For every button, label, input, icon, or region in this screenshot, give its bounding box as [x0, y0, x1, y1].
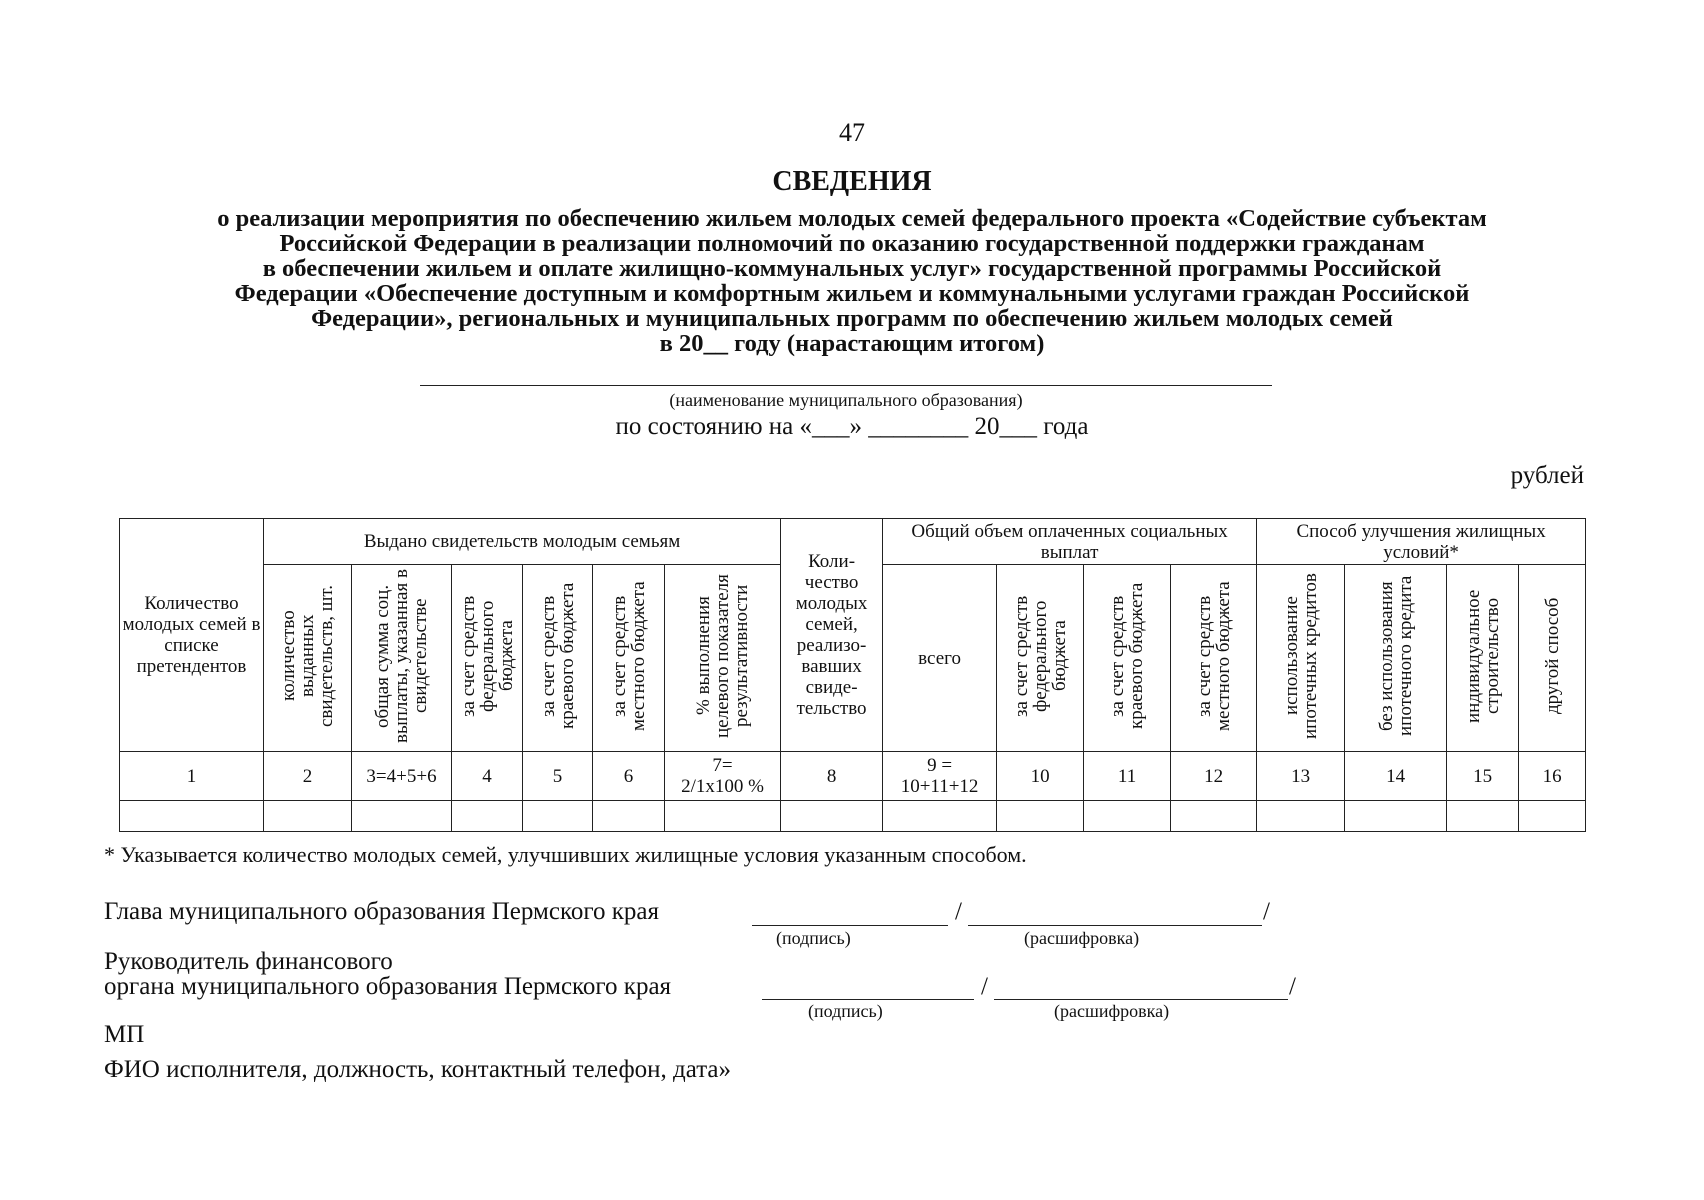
empty-cell[interactable]: [452, 801, 523, 832]
col-number: 15: [1447, 752, 1519, 801]
head-sign-caption: (подпись): [776, 928, 851, 948]
vertical-label: общая сумма соц. выплаты, указанная в свидетельстве: [372, 568, 431, 743]
header-paid-total: всего: [883, 565, 997, 752]
col-number: 11: [1084, 752, 1171, 801]
divider-slash: /: [1263, 898, 1270, 925]
col-number: 12: [1171, 752, 1257, 801]
subtitle-line: в 20__ году (нарастающим итогом): [659, 330, 1045, 357]
header-families-in-list: Количество молодых семей в списке претендентов: [120, 519, 264, 752]
divider-slash: /: [981, 973, 988, 1000]
vertical-label: за счет средств местного бюджета: [1193, 580, 1234, 731]
subtitle-line: Федерации «Обеспечение доступным и комфортным жильем и коммунальными услугами граждан Российской: [234, 280, 1470, 307]
executor-info: ФИО исполнителя, должность, контактный телефон, дата»: [104, 1056, 732, 1083]
vertical-label: без использования ипотечного кредита: [1375, 575, 1416, 736]
header-paid-regional: [1084, 565, 1171, 752]
subtitle-line: Федерации», региональных и муниципальных программ по обеспечению жильем молодых семей: [311, 305, 1393, 332]
empty-cell[interactable]: [883, 801, 997, 832]
empty-cell[interactable]: [264, 801, 352, 832]
header-total-payment: [352, 565, 452, 752]
empty-cell[interactable]: [1257, 801, 1345, 832]
header-method-other: [1519, 565, 1586, 752]
head-signature-line[interactable]: [752, 925, 948, 926]
units-label: рублей: [1510, 462, 1584, 489]
data-entry-row: [120, 801, 1586, 832]
footnote: * Указывается количество молодых семей, улучшивших жилищные условия указанным способом.: [104, 842, 1027, 867]
finance-decode-line[interactable]: [994, 999, 1288, 1000]
header-paid-local: [1171, 565, 1257, 752]
header-federal-budget: [452, 565, 523, 752]
vertical-label: другой способ: [1541, 597, 1563, 714]
document-subtitle: [90, 206, 1614, 356]
document-title: СВЕДЕНИЯ: [772, 166, 932, 197]
vertical-label: за счет средств федерального бюджета: [1010, 594, 1070, 717]
col-number: 6: [593, 752, 665, 801]
empty-cell[interactable]: [781, 801, 883, 832]
header-method-mortgage: [1257, 565, 1345, 752]
empty-cell[interactable]: [997, 801, 1084, 832]
subtitle-line: Российской Федерации в реализации полномочий по оказанию государственной поддержки гражданам: [279, 230, 1425, 257]
finance-decode-caption: (расшифровка): [1054, 1001, 1170, 1021]
municipality-caption: (наименование муниципального образования): [669, 390, 1023, 410]
header-target-percent: [665, 565, 781, 752]
empty-cell[interactable]: [1447, 801, 1519, 832]
report-table: [119, 518, 1586, 832]
vertical-label: количество выданных свидетельств, шт.: [278, 584, 337, 727]
col-number: 5: [523, 752, 593, 801]
vertical-label: индивидуальное строительство: [1462, 588, 1503, 723]
stamp-label: МП: [104, 1021, 145, 1048]
header-regional-budget: [523, 565, 593, 752]
finance-signature-line[interactable]: [762, 999, 974, 1000]
col-number: 7= 2/1x100 %: [665, 752, 781, 801]
empty-cell[interactable]: [352, 801, 452, 832]
empty-cell[interactable]: [1171, 801, 1257, 832]
col-number: 1: [120, 752, 264, 801]
head-decode-caption: (расшифровка): [1024, 928, 1140, 948]
finance-head-label-line2: органа муниципального образования Пермского края: [104, 973, 672, 1000]
col-number: 3=4+5+6: [352, 752, 452, 801]
col-number: 16: [1519, 752, 1586, 801]
divider-slash: /: [955, 898, 962, 925]
col-number: 10: [997, 752, 1084, 801]
vertical-label: использование ипотечных кредитов: [1280, 572, 1321, 739]
subtitle-line: о реализации мероприятия по обеспечению жильем молодых семей федерального проекта «Содействие субъектам: [217, 205, 1487, 232]
header-families-realized: Коли- чество молодых семей, реализо- вавших свиде- тельство: [781, 519, 883, 752]
subtitle-line: в обеспечении жильем и оплате жилищно-коммунальных услуг» государственной программы Российской: [262, 255, 1442, 282]
head-decode-line[interactable]: [968, 925, 1262, 926]
finance-sign-caption: (подпись): [808, 1001, 883, 1021]
col-number: 2: [264, 752, 352, 801]
col-number: 4: [452, 752, 523, 801]
header-group-paid: Общий объем оплаченных социальных выплат: [883, 519, 1257, 565]
header-certificates-count: [264, 565, 352, 752]
vertical-label: за счет средств краевого бюджета: [537, 582, 578, 729]
municipality-line: [420, 385, 1272, 386]
empty-cell[interactable]: [665, 801, 781, 832]
empty-cell[interactable]: [120, 801, 264, 832]
header-method-no-mortgage: [1345, 565, 1447, 752]
vertical-label: за счет средств федерального бюджета: [457, 594, 517, 717]
col-number: 8: [781, 752, 883, 801]
vertical-label: за счет средств краевого бюджета: [1107, 582, 1148, 729]
header-method-construction: [1447, 565, 1519, 752]
header-group-issued: Выдано свидетельств молодым семьям: [264, 519, 781, 565]
empty-cell[interactable]: [523, 801, 593, 832]
vertical-label: % выполнения целевого показателя результативности: [693, 573, 753, 738]
header-local-budget: [593, 565, 665, 752]
empty-cell[interactable]: [1345, 801, 1447, 832]
finance-head-label-line1: Руководитель финансового: [104, 948, 393, 975]
col-number: 13: [1257, 752, 1345, 801]
head-signature-label: Глава муниципального образования Пермского края: [104, 898, 659, 925]
vertical-label: за счет средств местного бюджета: [608, 580, 649, 731]
column-numbers-row: [120, 752, 1586, 801]
as-of-date-line: по состоянию на «___» ________ 20___ года: [615, 413, 1089, 440]
header-group-method: Способ улучшения жилищных условий*: [1257, 519, 1586, 565]
empty-cell[interactable]: [593, 801, 665, 832]
page-number: 47: [839, 118, 865, 147]
empty-cell[interactable]: [1519, 801, 1586, 832]
col-number: 9 = 10+11+12: [883, 752, 997, 801]
divider-slash: /: [1289, 973, 1296, 1000]
header-paid-federal: [997, 565, 1084, 752]
empty-cell[interactable]: [1084, 801, 1171, 832]
col-number: 14: [1345, 752, 1447, 801]
